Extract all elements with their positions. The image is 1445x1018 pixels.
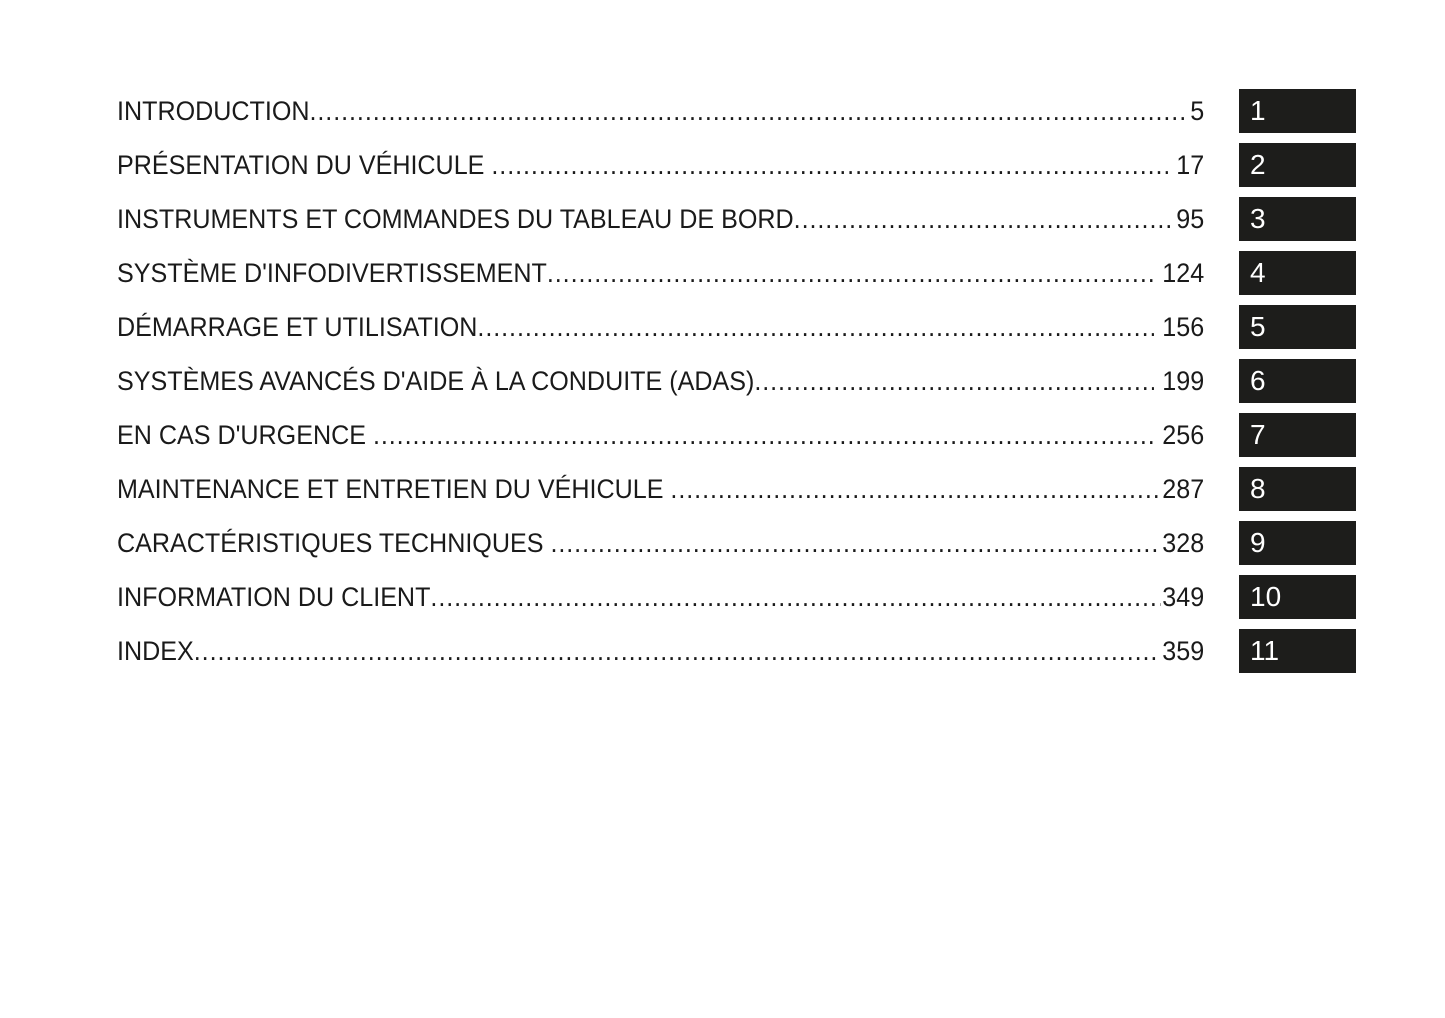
toc-row-emergency[interactable] bbox=[117, 408, 1357, 462]
chapter-tab[interactable]: 6 bbox=[1239, 359, 1356, 403]
toc-entry[interactable] bbox=[117, 312, 1204, 343]
toc-entry[interactable] bbox=[117, 96, 1204, 127]
toc-row-infotainment[interactable] bbox=[117, 246, 1357, 300]
toc-page-number: 256 bbox=[1162, 419, 1205, 450]
toc-row-specifications[interactable] bbox=[117, 516, 1357, 570]
chapter-tab[interactable]: 2 bbox=[1239, 143, 1356, 187]
toc-title: MAINTENANCE ET ENTRETIEN DU VÉHICULE bbox=[117, 473, 671, 504]
chapter-tab[interactable]: 5 bbox=[1239, 305, 1356, 349]
toc-page-number: 349 bbox=[1162, 581, 1205, 612]
toc-page-number: 95 bbox=[1176, 203, 1205, 234]
toc-leader-dots bbox=[670, 474, 1160, 505]
toc-entry[interactable] bbox=[117, 366, 1204, 397]
toc-title: DÉMARRAGE ET UTILISATION bbox=[117, 311, 478, 342]
toc-row-presentation[interactable] bbox=[117, 138, 1357, 192]
toc-leader-dots bbox=[547, 258, 1154, 289]
chapter-tab[interactable]: 3 bbox=[1239, 197, 1356, 241]
toc-row-instruments[interactable] bbox=[117, 192, 1357, 246]
chapter-tab[interactable]: 4 bbox=[1239, 251, 1356, 295]
toc-leader-dots bbox=[794, 204, 1175, 235]
toc-leader-dots bbox=[309, 96, 1188, 127]
chapter-tab[interactable]: 9 bbox=[1239, 521, 1356, 565]
toc-entry[interactable] bbox=[117, 204, 1204, 235]
toc-title: CARACTÉRISTIQUES TECHNIQUES bbox=[117, 527, 551, 558]
toc-entry[interactable] bbox=[117, 258, 1204, 289]
toc-entry[interactable] bbox=[117, 150, 1204, 181]
chapter-tab[interactable]: 11 bbox=[1239, 629, 1356, 673]
toc-entry[interactable] bbox=[117, 636, 1204, 667]
toc-title: SYSTÈME D'INFODIVERTISSEMENT bbox=[117, 257, 547, 288]
toc-row-index[interactable] bbox=[117, 624, 1357, 678]
toc-page-number: 199 bbox=[1162, 365, 1205, 396]
chapter-tab[interactable]: 7 bbox=[1239, 413, 1356, 457]
toc-title: INDEX bbox=[117, 635, 194, 666]
toc-entry[interactable] bbox=[117, 528, 1204, 559]
toc-page-number: 5 bbox=[1190, 95, 1205, 126]
toc-row-introduction[interactable] bbox=[117, 84, 1357, 138]
toc-page-number: 17 bbox=[1176, 149, 1205, 180]
toc-leader-dots bbox=[430, 582, 1160, 613]
toc-title: EN CAS D'URGENCE bbox=[117, 419, 373, 450]
toc-title: PRÉSENTATION DU VÉHICULE bbox=[117, 149, 492, 180]
chapter-tab[interactable]: 1 bbox=[1239, 89, 1356, 133]
toc-title: INFORMATION DU CLIENT bbox=[117, 581, 431, 612]
toc-leader-dots bbox=[373, 420, 1154, 451]
toc-title: INTRODUCTION bbox=[117, 95, 310, 126]
toc-row-adas[interactable] bbox=[117, 354, 1357, 408]
toc-page-number: 359 bbox=[1162, 635, 1205, 666]
chapter-tab[interactable]: 10 bbox=[1239, 575, 1356, 619]
table-of-contents bbox=[117, 84, 1357, 678]
toc-page-number: 156 bbox=[1162, 311, 1205, 342]
toc-leader-dots bbox=[754, 366, 1154, 397]
toc-entry[interactable] bbox=[117, 474, 1204, 505]
toc-page-number: 328 bbox=[1162, 527, 1205, 558]
toc-row-starting[interactable] bbox=[117, 300, 1357, 354]
toc-page-number: 124 bbox=[1162, 257, 1205, 288]
toc-row-maintenance[interactable] bbox=[117, 462, 1357, 516]
toc-row-customer-info[interactable] bbox=[117, 570, 1357, 624]
toc-title: INSTRUMENTS ET COMMANDES DU TABLEAU DE BORD bbox=[117, 203, 794, 234]
toc-leader-dots bbox=[194, 636, 1161, 667]
toc-entry[interactable] bbox=[117, 420, 1204, 451]
toc-leader-dots bbox=[550, 528, 1160, 559]
chapter-tab[interactable]: 8 bbox=[1239, 467, 1356, 511]
toc-leader-dots bbox=[477, 312, 1153, 343]
toc-page-number: 287 bbox=[1162, 473, 1205, 504]
toc-leader-dots bbox=[491, 150, 1167, 181]
toc-title: SYSTÈMES AVANCÉS D'AIDE À LA CONDUITE (ADAS) bbox=[117, 365, 755, 396]
toc-entry[interactable] bbox=[117, 582, 1204, 613]
